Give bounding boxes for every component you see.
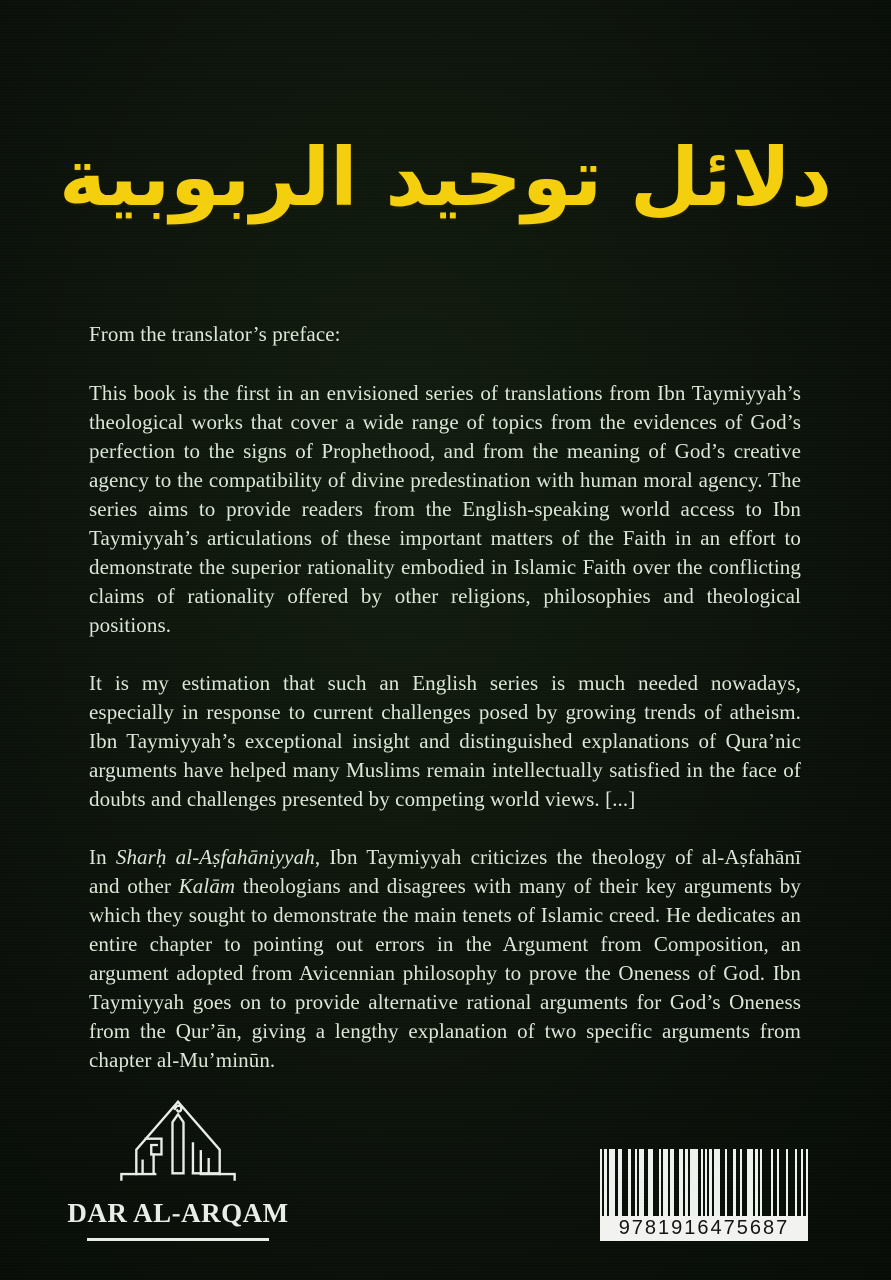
text-run: , Ibn Taymiyyah criticizes the theology of al-Aṣfahānī and other: [89, 845, 801, 898]
isbn-barcode: [600, 1149, 808, 1241]
kufic-house-icon: [119, 1096, 237, 1194]
preface-paragraphs: [89, 379, 801, 1075]
barcode-number-band: [600, 1216, 808, 1241]
barcode-bar: [806, 1149, 808, 1216]
italic-text-run: Sharḥ al-Aṣfahāniyyah: [115, 845, 315, 869]
text-run: theologians and disagrees with many of their key arguments by which they sought to demonstrate the main tenets of Islamic creed. He dedicates an entire chapter to pointing out errors in the Argument from Composition, an argument adopted from Avicennian philosophy to prove the Oneness of God. Ibn Taymiyyah goes on to provide alternative rational arguments for God’s Oneness from the Qur’ān, giving a lengthy explanation of two specific arguments from chapter al-Mu’minūn.: [89, 874, 801, 1072]
isbn-number: 9781916475687: [618, 1217, 790, 1239]
preface-paragraph: [89, 379, 801, 640]
publisher-logo: [67, 1096, 289, 1241]
preface-paragraph: [89, 843, 801, 1075]
text-run: In: [89, 845, 116, 869]
italic-text-run: Kalām: [178, 874, 236, 898]
text-run: It is my estimation that such an English series is much needed nowadays, especially in response to current challenges posed by growing trends of atheism. Ibn Taymiyyah’s exceptional insight and distinguished explanations of Qura’nic arguments have helped many Muslims remain intellectually satisfied in the face of doubts and challenges presented by competing world views. [...]: [89, 671, 801, 811]
text-run: This book is the first in an envisioned series of translations from Ibn Taymiyyah’s theological works that cover a wide range of topics from the evidences of God’s perfection to the signs of Prophethood, and from the meaning of God’s creative agency to the compatibility of divine predestination with human moral agency. The series aims to provide readers from the English-speaking world access to Ibn Taymiyyah’s articulations of these important matters of the Faith in an effort to demonstrate the superior rationality embodied in Islamic Faith over the conflicting claims of rationality offered by other religions, philosophies and theological positions.: [89, 381, 801, 637]
preface-paragraph: [89, 669, 801, 814]
translator-preface: [89, 320, 801, 1104]
publisher-underline: [87, 1238, 269, 1241]
barcode-bars: [600, 1149, 808, 1216]
arabic-calligraphy-title: دلائل توحيد الربوبية: [58, 130, 833, 224]
preface-heading: From the translator’s preface:: [89, 322, 341, 346]
publisher-name: DAR AL-ARQAM: [67, 1198, 289, 1228]
